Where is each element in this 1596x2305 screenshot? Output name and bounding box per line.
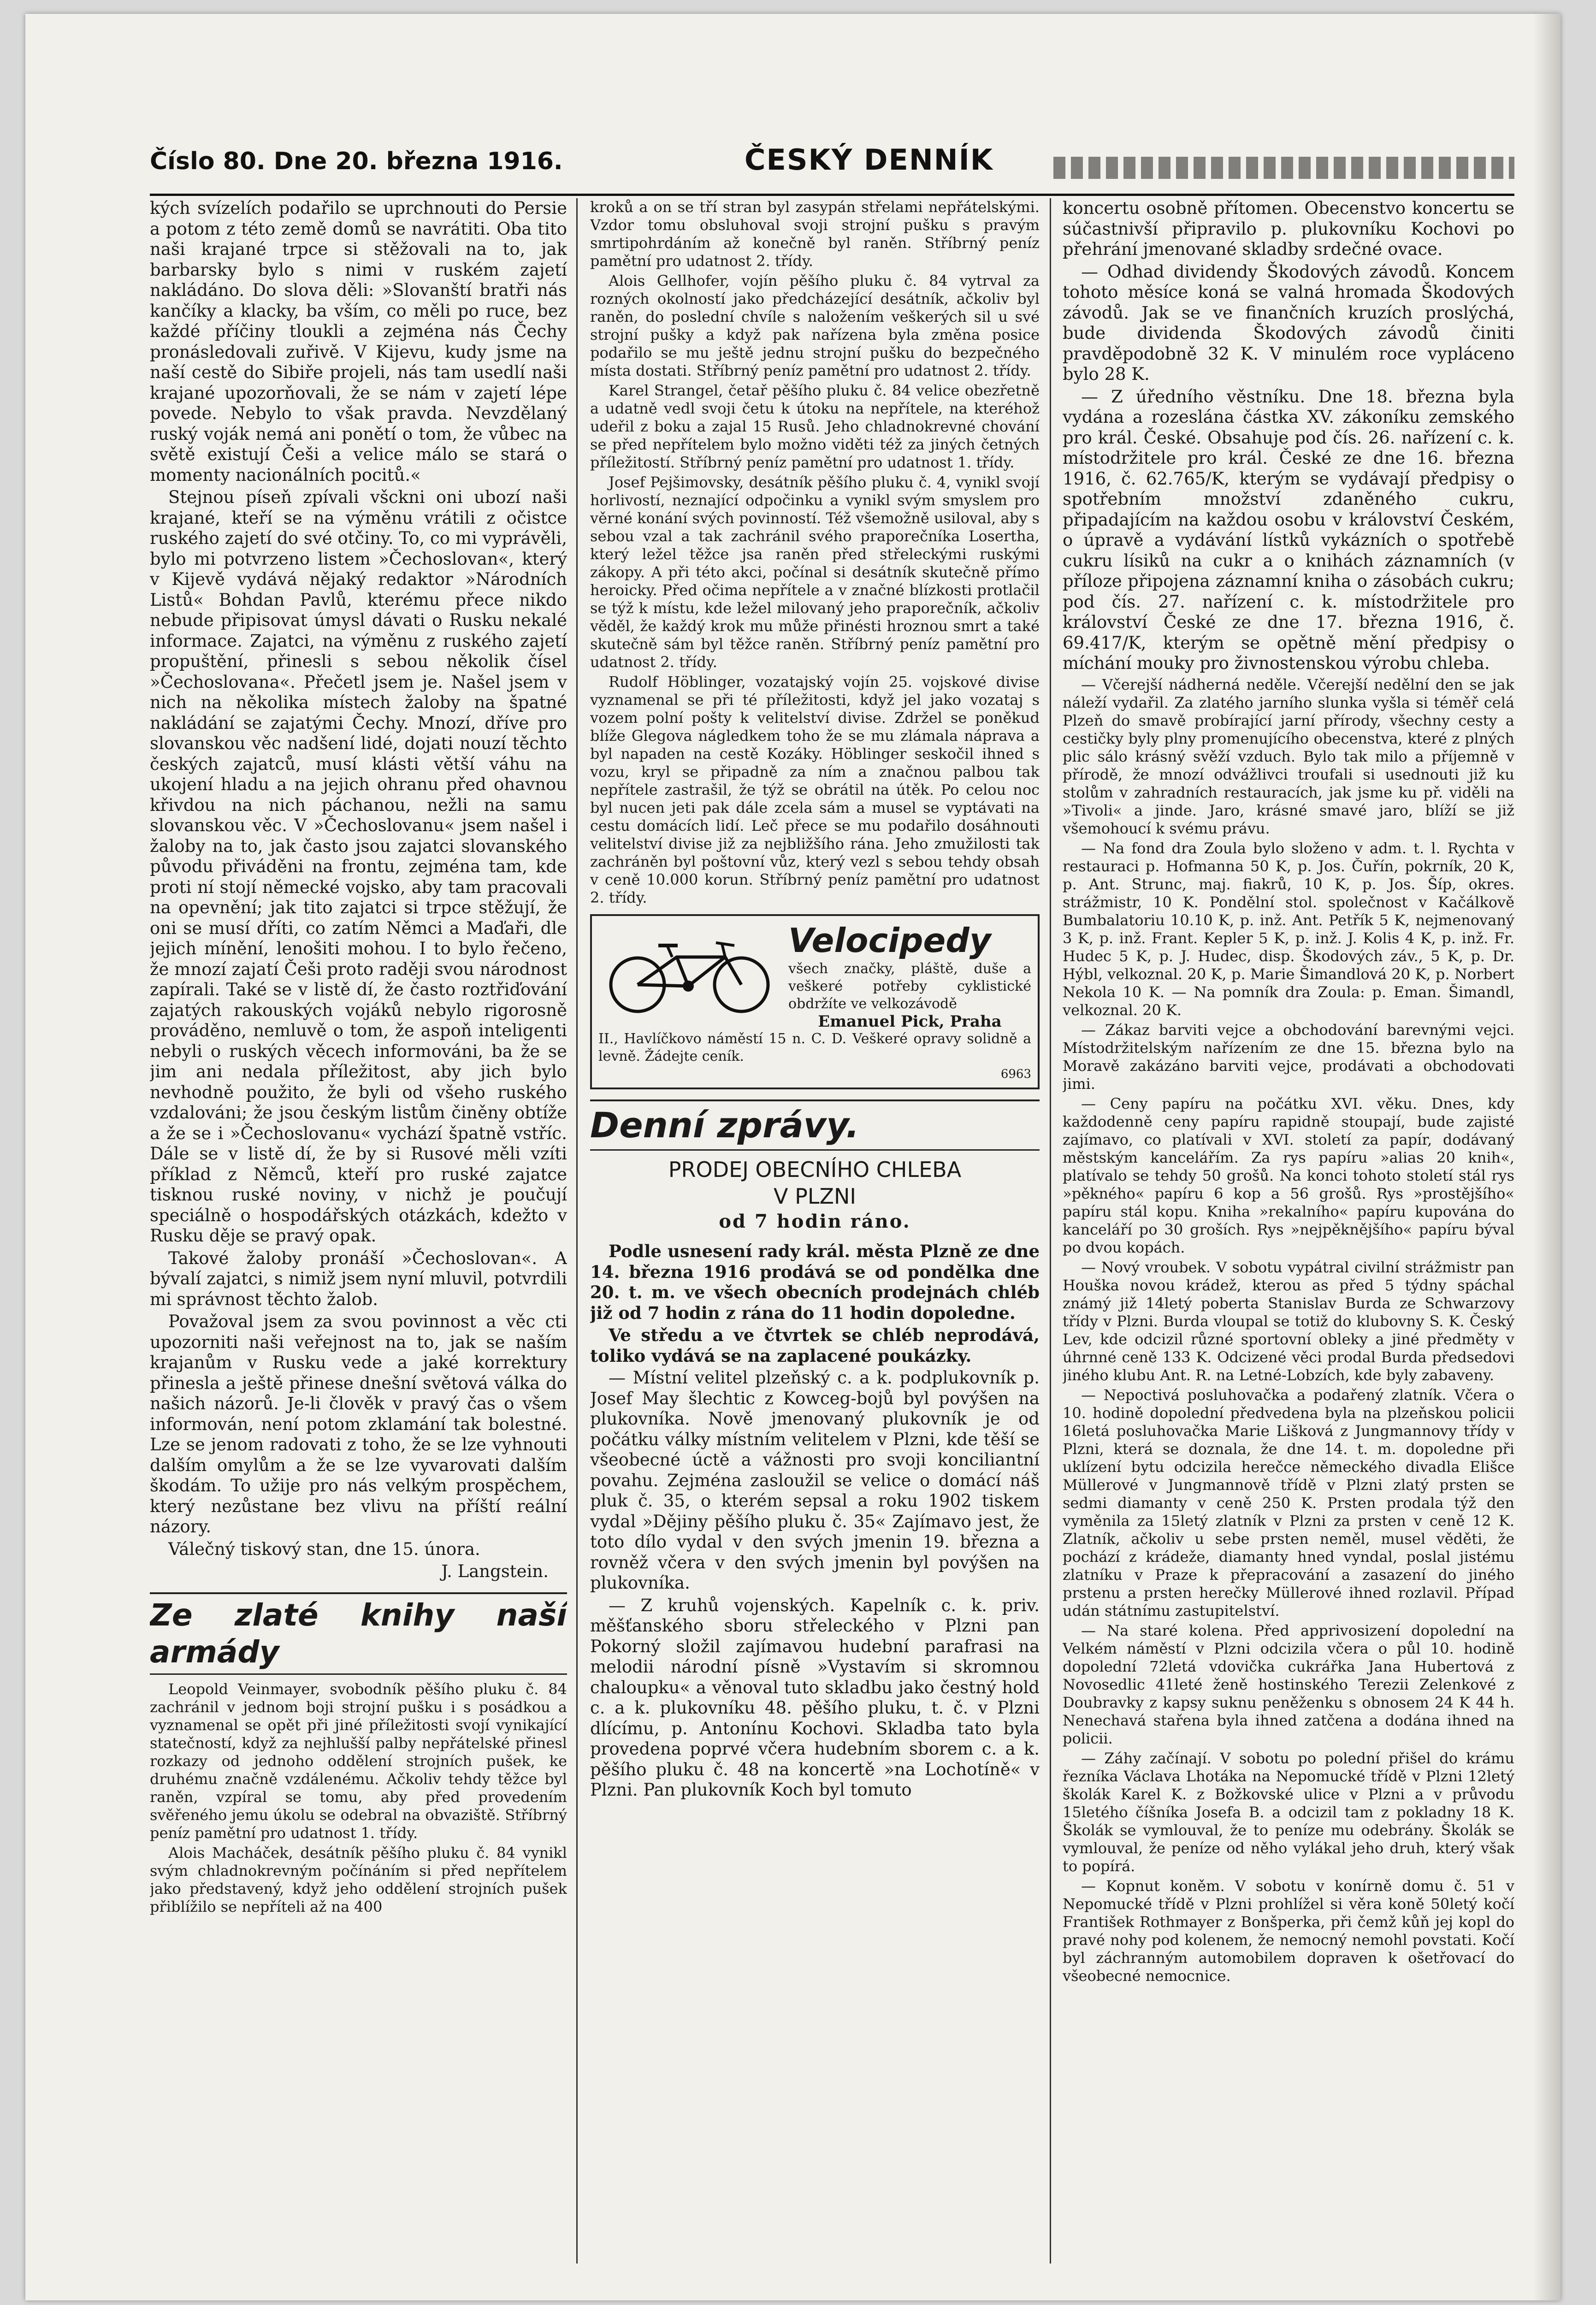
ad-address: II., Havlíčkovo náměstí 15 n. C. D. Veškeré opravy solidně a levně. Žádejte ceník.	[598, 1031, 1031, 1064]
column-divider	[1050, 198, 1051, 2264]
newspaper-page	[25, 14, 1561, 2300]
masthead-ornament	[1053, 157, 1514, 179]
newspaper-title: ČESKÝ DENNÍK	[745, 143, 993, 177]
section-heading: Denní zprávy.	[590, 1099, 1040, 1151]
news-paragraph: — Na fond dra Zoula bylo složeno v adm. t. l. Rychta v restauraci p. Hofmanna 50 K, p. Jos. Čuřín, pokrník, 20 K, p. Ant. Strunc, maj. fiakrů, 10 K, p. Jos. Šíp, okres. strážmistr, 10 K. Pondělní stol. společnost v Kačálkově Bumbalatoriu 10.10 K, p. inž. Ant. Petřík 5 K, nejmenovaný 3 K, p. inž. Frant. Kepler 5 K, p. inž. J. Kolis 4 K, p. inž. Fr. Hudec 5 K, p. J. Hudec, disp. Škodových záv., 5 K, p. Dr. Hýbl, velkoznal. 20 K, p. Marie Šimandlová 20 K, p. Norbert Nekola 10 K. — Na pomník dra Zoula: p. Eman. Šimandl, velkoznal. 20 K.	[1063, 839, 1514, 1019]
army-paragraph: kroků a on se tří stran byl zasypán střelami nepřátelskými. Vzdor tomu obsluhoval svoji strojní pušku s pravým smrtipohrdáním až konečně byl raněn. Stříbrný peníz pamětní pro udatnost 2. třídy.	[590, 198, 1040, 270]
page-edge-shadow	[1533, 14, 1561, 2300]
issue-line: Číslo 80. Dne 20. března 1916.	[150, 148, 563, 175]
ad-text: všech značky, pláště, duše a veškeré potřeby cyklistické obdržíte ve velkozávodě	[788, 961, 1031, 1012]
news-paragraph: — Včerejší nádherná neděle. Včerejší nedělní den se jak náleží vydařil. Za zlatého jarního slunka vyšla si téměř celá Plzeň do smavě probírající jarní přírody, všechny cesty a cestičky byly plny promenujícího obecenstva, které z plných plic sálo krásný svěží vzduch. Bylo tak milo a příjemně v přírodě, že mnozí odvážlivci troufali si usednouti již ku stolům v zahradních restauracích, jak jsme ku př. viděli na »Tivoli« a jinde. Jaro, krásné smavé jaro, blíží se již všemohoucí k svému právu.	[1063, 675, 1514, 837]
army-paragraph: Alois Macháček, desátník pěšího pluku č. 84 vynikl svým chladnokrevným počínáním si před nepřítelem jako představený, když jeho oddělení strojních pušek přiblížilo se nepříteli až na 400	[150, 1844, 567, 1915]
article-dateline: Válečný tiskový stan, dne 15. února.	[168, 1539, 480, 1559]
ad-firm: Emanuel Pick, Praha	[818, 1012, 1002, 1031]
army-paragraph: Karel Strangel, četař pěšího pluku č. 84 velice obezřetně a udatně vedl svoji četu k útoku na nepřítele, na kteréhož udeřil z boku a zajal 15 Rusů. Jeho chladnokrevné chování se před nepřítelem bylo možno viděti též za jiných četných příležitostí. Stříbrný peníz pamětní pro udatnost 1. třídy.	[590, 382, 1040, 471]
news-paragraph: — Z úředního věstníku. Dne 18. března byla vydána a rozeslána částka XV. zákoníku zemského pro král. České. Obsahuje pod čís. 26. nařízení c. k. místodržitele pro král. České ze dne 16. března 1916, č. 62.765/K, kterým se vydávají předpisy o spotřebním množství zdaněného cukru, připadajícím na každou osobu v království Českém, o úpravě a vydávání lístků vykázních o spotřebě cukru lísiků na cukr a o knihách záznamních (v příloze připojena záznamní kniha o zásobách cukru; pod čís. 27. nařízení c. k. místodržitele pro království České ze dne 17. března 1916, č. 69.417/K, kterým se opětně mění předpisy o míchání mouky pro živnostenskou výrobu chleba.	[1063, 386, 1514, 673]
news-paragraph: — Zákaz barviti vejce a obchodování barevnými vejci. Místodržitelským nařízením ze dne 15. března bylo na Moravě zakázáno barviti vejce, prodávati a obchodovati jimi.	[1063, 1021, 1514, 1093]
news-paragraph: — Z kruhů vojenských. Kapelník c. k. priv. měšťanského sboru střeleckého v Plzni pan Pokorný složil zajímavou hudební parafrasi na melodii národní písně »Vystavím si skromnou chaloupku« a věnoval tuto skladbu jako čestný hold c. a k. plukovníku 48. pěšího pluku, t. č. v Plzni dlícímu, p. Antonínu Kochovi. Skladba tato byla provedena poprvé včera hudebním sborem c. a k. pěšího pluku č. 48 na koncertě »na Lochotíně« v Plzni. Pan plukovník Koch byl tomuto	[590, 1595, 1040, 1800]
ad-number: 6963	[1000, 1067, 1031, 1081]
notice-line: od 7 hodin ráno.	[719, 1211, 911, 1232]
article-paragraph: Stejnou píseň zpívali všckni oni ubozí naši krajané, kteří se na výměnu vrátili z očistce ruského zajetí do své otčiny. To, co mi vyprávěli, bylo mi potvrzeno listem »Čechoslovan«, který v Kijevě vydává nějaký redaktor »Národních Listů« Bohdan Pavlů, kterému přece nikdo nebude připisovat úmysl dávati o Rusku nekalé informace. Zajatci, na výměnu z ruského zajetí propuštění, přinesli s sebou několik čísel »Čechoslovana«. Přečetl jsem je. Našel jsem v nich na několika místech žaloby na špatné nakládání se zajatými Čechy. Mnozí, dříve pro slovanskou věc nadšení lidé, dojati nouzí těchto českých zajatců, musí klásti větší váhu na ukojení hladu a na jejich ohranu před ohavnou křivdou na nich páchanou, nežli na samu slovanskou věc. V »Čechoslovanu« jsem našel i žaloby na to, jak často jsou zajatci slovanského původu přiváděni na frontu, zejména tam, kde proti ní stojí německé vojsko, aby tam pracovali na opevnění; jak tito zajatci si trpce stěžují, že oni se musí dříti, co zatím Němci a Maďaři, dle jejich mínění, lenošiti mohou. I to bylo řečeno, že mnozí zajatí Češi proto raději svou národnost zapírali. Také se v listě dí, že často roztřiďování zajatých rakouských vojáků nebylo rigorosně prováděno, nemluvě o tom, že aspoň inteligenti nebyli o ruských věcech informováni, ba že se jim ani nedala příležitost, aby jich bylo nevhodně použito, že byli od všeho ruského vzdalováni; že jsou českým listům činěny obtíže a že se i »Čechoslovanu« vychází špatně vstříc. Dále se v listě dí, že by si Rusové měli vzíti příklad z Němců, kteří pro ruské zajatce tisknou ruské noviny, v nichž je poučují speciálně o hospodářských otázkách, kdežto v Rusku děje se pravý opak.	[150, 487, 567, 1246]
army-paragraph: Josef Pejšimovsky, desátník pěšího pluku č. 4, vynikl svojí horlivostí, neznající odpočinku a vynikl svým smyslem pro věrné konání svých povinností. Též všemožně usiloval, aby s sebou vzal a tak zachránil svého praporečníka Losertha, který ležel těžce jsa raněn před střeleckými ruskými zákopy. A při této akci, počínal si desátník skutečně přímo heroicky. Před očima nepřítele a v značné blízkosti protlačil se týž k místu, kde ležel milovaný jeho praporečník, ačkoliv věděl, že každý krok mu může přinésti hroznou smrt a také skutečně sám byl těžce raněn. Stříbrný peníz pamětní pro udatnost 2. třídy.	[590, 473, 1040, 671]
bicycle-advertisement	[590, 914, 1040, 1089]
news-paragraph: koncertu osobně přítomen. Obecenstvo koncertu se súčastnivší připravilo p. plukovníku Kochovi po přehrání jmenované skladby srdečné ovace.	[1063, 198, 1514, 259]
news-paragraph: — Ceny papíru na počátku XVI. věku. Dnes, kdy každodenně ceny papíru rapidně stoupají, bude zajisté zajímavo, co platívali v XVI. století za papír, dodávaný městským kancelářím. Za rys papíru »alias 20 knih«, platívalo se tehdy 50 grošů. Na konci tohoto století stál rys »pěkného« papíru 6 kop a 56 grošů. Rys »prostějšího« papíru stál kopu. Kniha »rekalního« papíru kupována do kanceláří po 30 groších. Rys »nejpěknějšího« papíru býval po dvou kopách.	[1063, 1094, 1514, 1256]
bicycle-icon	[598, 936, 783, 1015]
article-paragraph: Takové žaloby pronáší »Čechoslovan«. A bývalí zajatci, s nimiž jsem nyní mluvil, potvrdili mi správnost těchto žalob.	[150, 1248, 567, 1309]
news-paragraph: Podle usnesení rady král. města Plzně ze dne 14. března 1916 prodává se od pondělka dne 20. t. m. ve všech obecních prodejnách chléb již od 7 hodin z rána do 11 hodin dopoledne.	[590, 1241, 1040, 1323]
ad-title: Velocipedy	[788, 921, 991, 960]
article-paragraph: kých svízelích podařilo se uprchnouti do Persie a potom z této země domů se navrátiti. Oba tito naši krajané trpce si stěžovali na to, jak barbarsky bylo s nimi v ruském zajetí nakládáno. Do slova děli: »Slovanští bratři nás kančíky a klacky, ba vším, co měli po ruce, bez každé příčiny tloukli a zejména nás Čechy pronásledovali zuřivě. V Kijevu, kudy jsme na naší cestě do Sibiře projeli, nás tam usedlí naši krajané upozorňovali, že se nám v zajetí lépe povede. Nebylo to však pravda. Nevzdělaný ruský voják nemá ani ponětí o tom, že vůbec na světě existují Češi a velice málo se stará o momenty nacionálních pocitů.«	[150, 198, 567, 485]
section-heading: Ze zlaté knihy naší armády	[150, 1592, 567, 1675]
article-paragraph: Považoval jsem za svou povinnost a věc cti upozorniti naši veřejnost na to, jak se naším krajanům v Rusku vede a jaké korrektury přinesla a ještě přinese dnešní světová válka do našich názorů. Je-li člověk v pravý čas o všem informován, není potom zklamání tak bolestné. Lze se jenom radovati z toho, že se lze vyhnouti dalším omylům a že se lze vyvarovati dalším škodám. To užije pro nás velkým prospěchem, který nezůstane bez vlivu na příští reální názory.	[150, 1312, 567, 1537]
column-3	[1063, 198, 1514, 2264]
column-divider	[576, 198, 578, 2264]
news-paragraph: — Nový vroubek. V sobotu vypátral civilní strážmistr pan Houška novou krádež, kterou as před 5 týdny spáchal známý již 14letý pobertа Stanislav Burda ze Schwarzovy třídy v Plzni. Burda vloupal se totiž do klubovny S. K. Český Lev, kde odcizil různé sportovní obleky a jiné předměty v úhrnné ceně 133 K. Odcizené věci prodal Burda předsedovi jiného klubu Ant. R. na Letné-Lobzích, kde byly zabaveny.	[1063, 1258, 1514, 1384]
army-paragraph: Leopold Veinmayer, svobodník pěšího pluku č. 84 zachránil v jednom boji strojní pušku i s posádkou a vyznamenal se opět při jiné příležitosti svojí vynikající statečností, když za nejhlušší palby nepřátelské přinesl rozkazy od jednoho oddělení strojních pušek, ke druhému značně vzdálenému. Ačkoliv tehdy těžce byl raněn, vzpíral se tomu, aby před provedením svěřeného jemu úkolu se odebral na obvaziště. Stříbrný peníz pamětní pro udatnost 1. třídy.	[150, 1680, 567, 1842]
army-paragraph: Alois Gellhofer, vojín pěšího pluku č. 84 vytrval za rozných okolností jako předcházející desátník, ačkoliv byl raněn, do poslední chvíle s naložením veškerých sil u své strojní pušky a když pak nařízena byla změna posice podařilo se mu ještě jednu strojní pušku do bezpečného místa dostati. Stříbrný peníz pamětní pro udatnost 2. třídy.	[590, 272, 1040, 379]
news-paragraph: — Místní velitel plzeňský c. a k. podplukovník p. Josef May šlechtic z Kowceg-bojů byl povýšen na plukovníka. Nově jmenovaný plukovník je od počátku války místním velitelem v Plzni, kde těší se všeobecné úctě a vážnosti pro svoji konciliantní povahu. Zejména zasloužil se velice o domácí náš pluk č. 35, o kterém sepsal a roku 1902 tiskem vydal »Dějiny pěšího pluku č. 35« Zajímavo jest, že toto dílo vydal v den svých jmenin 19. března a rovněž včera v den svých jmenin byl povýšen na plukovníka.	[590, 1368, 1040, 1593]
news-paragraph: — Záhy začínají. V sobotu po polední přišel do krámu řezníka Václava Lhotáka na Nepomucké třídě v Plzni 12letý školák Karel K. z Božkovské ulice v Plzni a v průvodu 15letého číšníka Josefa B. a odcizil tam z pokladny 18 K. Školák se vymlouval, že to peníze mu odebrány. Školák se vymlouval, že peníze od něho vylákal jeho druh, který však to popírá.	[1063, 1749, 1514, 1875]
news-paragraph: — Kopnut koněm. V sobotu v konírně domu č. 51 v Nepomucké třídě v Plzni prohlížel si věra koně 50letý kočí František Rothmayer z Bonšperka, při čemž kůň jej kopl do pravé nohy pod kolenem, že nemocný nemohl povstati. Kočí byl záchranným automobilem dopraven k ošetřovací do všeobecné nemocnice.	[1063, 1877, 1514, 1985]
news-paragraph: — Odhad dividendy Škodových závodů. Koncem tohoto měsíce koná se valná hromada Škodových závodů. Jak se ve finančních kruzích proslýchá, bude dividenda Škodových závodů činiti pravděpodobně 32 K. V minulém roce vypláceno bylo 28 K.	[1063, 261, 1514, 384]
notice-line: PRODEJ OBECNÍHO CHLEBA	[668, 1157, 962, 1182]
news-paragraph: — Nepoctivá posluhovačka a podařený zlatník. Včera o 10. hodině dopolední předvedena byla na plzeňskou policii 16letá posluhovačka Marie Lišková z Jungmannovy třídy v Plzni, která se doznala, že dne 14. t. m. dopoledne při uklízení bytu odcizila herečce německého divadla Elišce Müllerové v Jungmannově třídě v Plzni zlatý prsten se sedmi diamanty v ceně 250 K. Prsten prodala týž den vyměnila za 15letý zlatník v Plzni za prsten v ceně 12 K. Zlatník, ačkoliv u sebe prsten neměl, musel věděti, že pochází z krádeže, diamanty hned vyndal, poslal jistému zlatníku v Praze k přepracování a zasazení do jiného prstenu a prsten herečky Müllerové ihned rozlavil. Případ udán státnímu zastupitelství.	[1063, 1386, 1514, 1619]
bread-notice	[590, 1156, 1040, 1234]
masthead	[150, 143, 1514, 196]
news-paragraph: — Na staré kolena. Před apprivosizení dopolední na Velkém náměstí v Plzni odcizila včera o půl 10. hodině dopolední 72letá vdovička cukrářka Jana Hubertová z Novosedlic 41leté ženě hostinského Terezii Zelenkové z Doubravky z kapsy suknu peněženku s obnosem 24 K 44 h. Nenechavá stařena byla ihned zatčena a dodána ihned na policii.	[1063, 1621, 1514, 1747]
article-signature: J. Langstein.	[441, 1561, 549, 1581]
column-1	[150, 198, 567, 2264]
army-paragraph: Rudolf Höblinger, vozatajský vojín 25. vojskové divise vyznamenal se při té příležitosti, když jel jako vozataj s vozem polní pošty k velitelství divise. Zdržel se poněkud blíže Glegova nágledkem toho že se mu zlámala náprava a byl napaden na cestě Kozáky. Höblinger seskočil ihned s vozu, kryl se připadně za ním a značnou palbou tak nepřítele zastrašil, že týž se obrátil na útěk. Po celou noc byl nucen jeti pak dále zcela sám a musel se vyptávati na cestu domácích lidí. Leč přece se mu podařilo dosáhnouti velitelství divise již za nejbližšího rána. Jeho zmužilosti tak zachráněn byl poštovní vůz, který vezl s sebou tehdy obsah v ceně 10.000 korun. Stříbrný peníz pamětní pro udatnost 2. třídy.	[590, 673, 1040, 906]
news-paragraph: Ve středu a ve čtvrtek se chléb neprodává, toliko vydává se na zaplacené poukázky.	[590, 1325, 1040, 1366]
notice-line: V PLZNI	[774, 1184, 856, 1209]
column-2	[590, 198, 1040, 2264]
